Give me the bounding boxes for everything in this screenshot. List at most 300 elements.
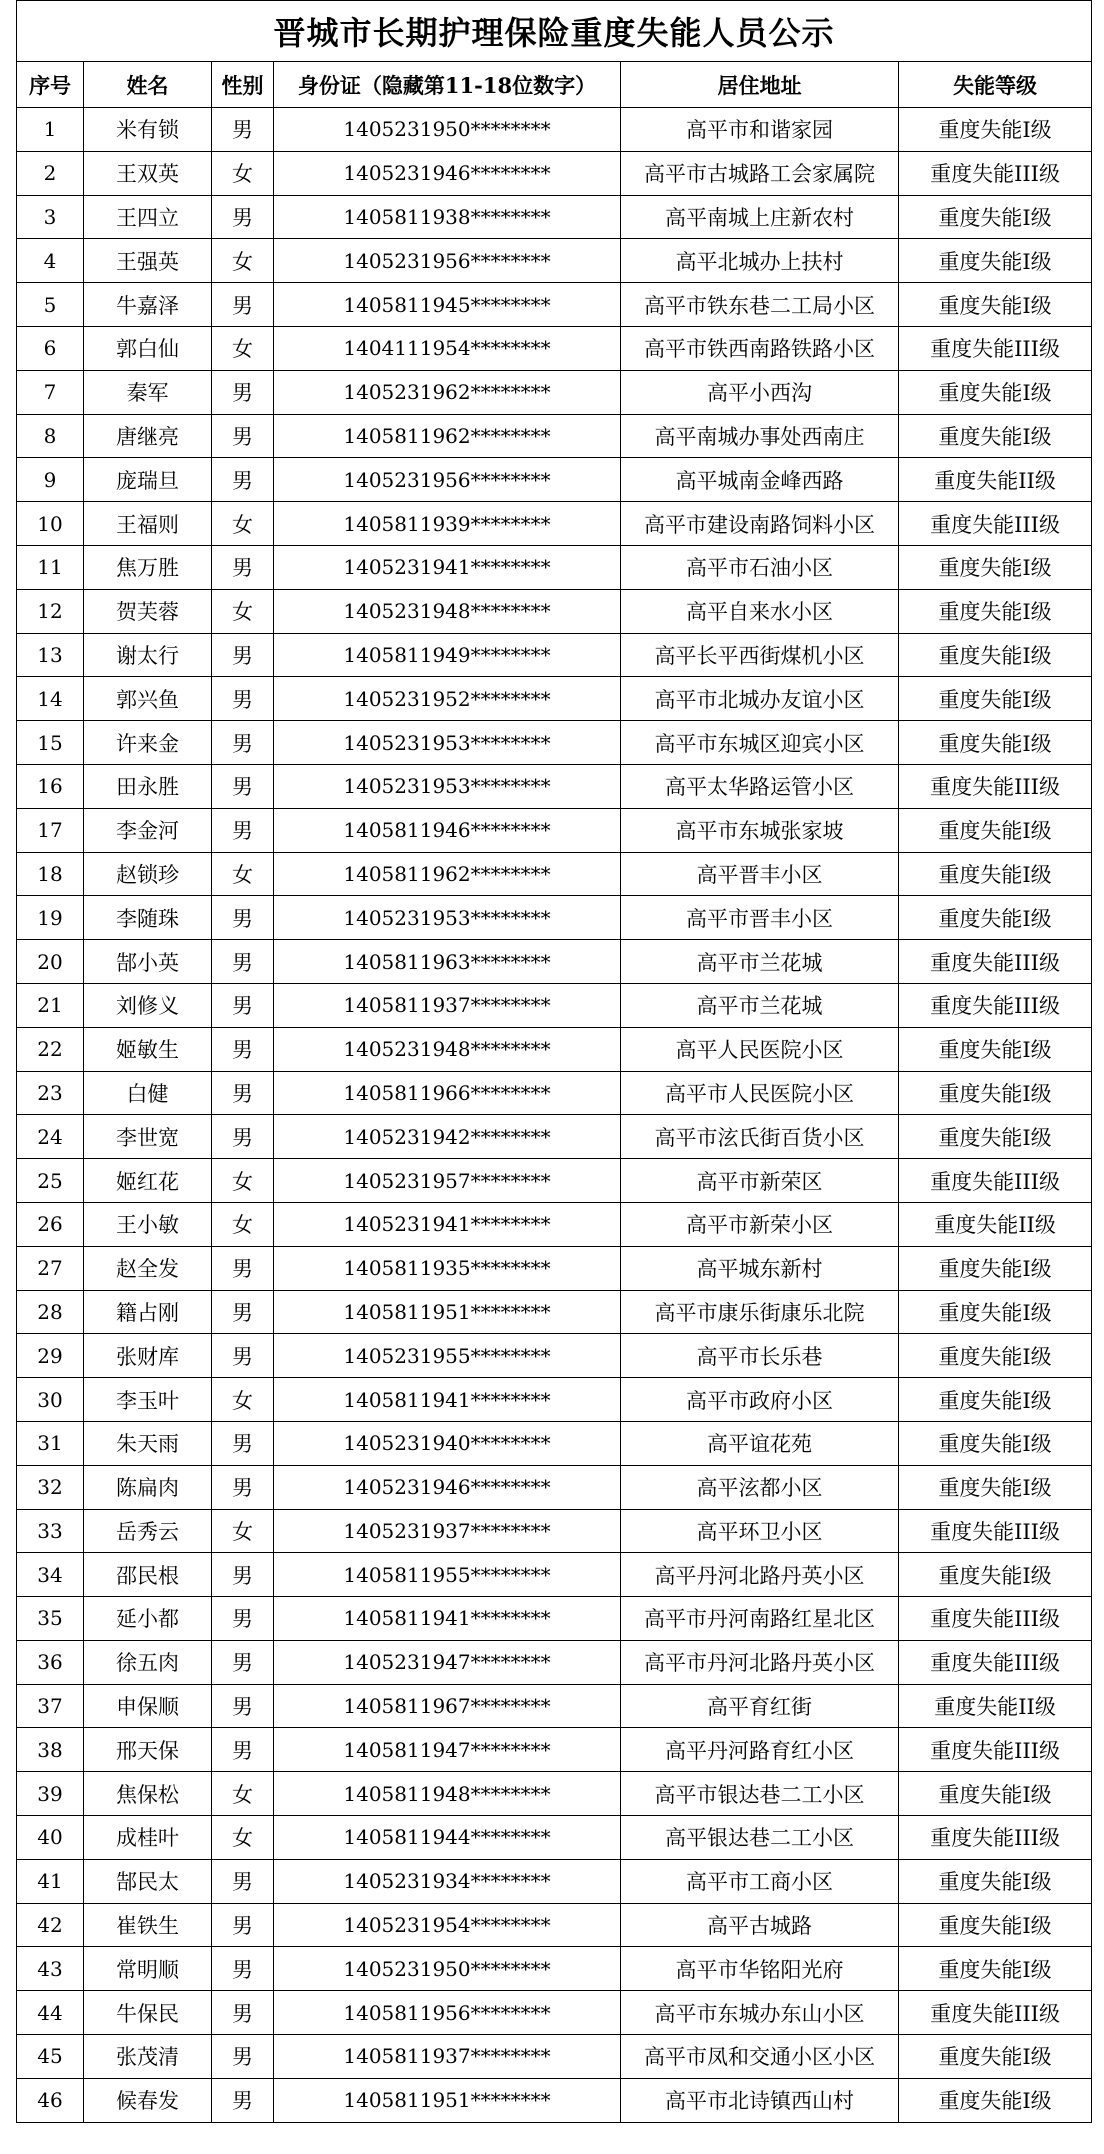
cell-no: 33 <box>17 1509 84 1553</box>
table-row <box>17 502 1092 546</box>
cell-name: 王四立 <box>84 195 212 239</box>
table-row <box>17 1947 1092 1991</box>
cell-no: 1 <box>17 108 84 152</box>
cell-address: 高平市和谐家园 <box>621 108 899 152</box>
cell-address: 高平长平西街煤机小区 <box>621 633 899 677</box>
table-row <box>17 2078 1092 2122</box>
cell-gender: 男 <box>212 545 274 589</box>
cell-id: 1405811967******** <box>274 1684 621 1728</box>
cell-no: 15 <box>17 721 84 765</box>
cell-level: 重度失能I级 <box>899 721 1092 765</box>
table-row <box>17 545 1092 589</box>
cell-level: 重度失能I级 <box>899 1553 1092 1597</box>
cell-level: 重度失能II级 <box>899 1202 1092 1246</box>
cell-level: 重度失能I级 <box>899 1115 1092 1159</box>
cell-name: 李玉叶 <box>84 1378 212 1422</box>
cell-id: 1405811962******** <box>274 852 621 896</box>
cell-name: 候春发 <box>84 2078 212 2122</box>
cell-name: 郜小英 <box>84 940 212 984</box>
cell-address: 高平市长乐巷 <box>621 1334 899 1378</box>
table-row <box>17 239 1092 283</box>
cell-address: 高平市人民医院小区 <box>621 1071 899 1115</box>
cell-name: 赵全发 <box>84 1246 212 1290</box>
cell-address: 高平市北城办友谊小区 <box>621 677 899 721</box>
cell-gender: 男 <box>212 1290 274 1334</box>
cell-no: 39 <box>17 1772 84 1816</box>
table-row <box>17 633 1092 677</box>
cell-no: 10 <box>17 502 84 546</box>
cell-id: 1405231946******** <box>274 151 621 195</box>
cell-name: 贺芙蓉 <box>84 589 212 633</box>
cell-gender: 男 <box>212 1465 274 1509</box>
cell-id: 1405811956******** <box>274 1991 621 2035</box>
cell-address: 高平市兰花城 <box>621 940 899 984</box>
cell-id: 1405811935******** <box>274 1246 621 1290</box>
cell-address: 高平自来水小区 <box>621 589 899 633</box>
cell-id: 1405811949******** <box>274 633 621 677</box>
cell-gender: 女 <box>212 852 274 896</box>
cell-gender: 女 <box>212 1509 274 1553</box>
cell-no: 20 <box>17 940 84 984</box>
cell-gender: 男 <box>212 370 274 414</box>
cell-address: 高平银达巷二工小区 <box>621 1816 899 1860</box>
cell-id: 1405811937******** <box>274 2035 621 2079</box>
cell-id: 1405811937******** <box>274 983 621 1027</box>
cell-gender: 男 <box>212 108 274 152</box>
cell-no: 13 <box>17 633 84 677</box>
cell-address: 高平南城办事处西南庄 <box>621 414 899 458</box>
cell-no: 30 <box>17 1378 84 1422</box>
cell-no: 36 <box>17 1640 84 1684</box>
cell-id: 1404111954******** <box>274 326 621 370</box>
cell-level: 重度失能I级 <box>899 1334 1092 1378</box>
cell-level: 重度失能III级 <box>899 1728 1092 1772</box>
cell-name: 唐继亮 <box>84 414 212 458</box>
table-row <box>17 1597 1092 1641</box>
cell-no: 9 <box>17 458 84 502</box>
table-row <box>17 983 1092 1027</box>
cell-address: 高平市泫氏街百货小区 <box>621 1115 899 1159</box>
cell-name: 张茂清 <box>84 2035 212 2079</box>
cell-name: 米有锁 <box>84 108 212 152</box>
cell-name: 秦军 <box>84 370 212 414</box>
header-level: 失能等级 <box>899 62 1092 108</box>
table-row <box>17 370 1092 414</box>
table-row <box>17 1509 1092 1553</box>
cell-no: 22 <box>17 1027 84 1071</box>
cell-address: 高平市东城办东山小区 <box>621 1991 899 2035</box>
cell-address: 高平谊花苑 <box>621 1421 899 1465</box>
cell-name: 张财库 <box>84 1334 212 1378</box>
cell-gender: 女 <box>212 589 274 633</box>
table-row <box>17 1772 1092 1816</box>
cell-no: 8 <box>17 414 84 458</box>
cell-no: 6 <box>17 326 84 370</box>
header-id: 身份证（隐藏第11-18位数字） <box>274 62 621 108</box>
cell-name: 郭白仙 <box>84 326 212 370</box>
cell-address: 高平市银达巷二工小区 <box>621 1772 899 1816</box>
cell-level: 重度失能I级 <box>899 1421 1092 1465</box>
cell-level: 重度失能I级 <box>899 1947 1092 1991</box>
cell-no: 29 <box>17 1334 84 1378</box>
cell-gender: 男 <box>212 195 274 239</box>
cell-gender: 男 <box>212 1728 274 1772</box>
cell-level: 重度失能III级 <box>899 502 1092 546</box>
cell-gender: 男 <box>212 940 274 984</box>
cell-id: 1405811955******** <box>274 1553 621 1597</box>
cell-no: 3 <box>17 195 84 239</box>
cell-name: 邢天保 <box>84 1728 212 1772</box>
cell-level: 重度失能I级 <box>899 283 1092 327</box>
cell-name: 谢太行 <box>84 633 212 677</box>
cell-no: 21 <box>17 983 84 1027</box>
cell-level: 重度失能III级 <box>899 1816 1092 1860</box>
cell-no: 12 <box>17 589 84 633</box>
cell-name: 延小都 <box>84 1597 212 1641</box>
table-row <box>17 1465 1092 1509</box>
cell-level: 重度失能III级 <box>899 1597 1092 1641</box>
cell-gender: 男 <box>212 1027 274 1071</box>
cell-address: 高平市兰花城 <box>621 983 899 1027</box>
cell-id: 1405811962******** <box>274 414 621 458</box>
cell-id: 1405811938******** <box>274 195 621 239</box>
cell-address: 高平市晋丰小区 <box>621 896 899 940</box>
cell-address: 高平市工商小区 <box>621 1859 899 1903</box>
cell-level: 重度失能I级 <box>899 2035 1092 2079</box>
cell-address: 高平市石油小区 <box>621 545 899 589</box>
cell-id: 1405811947******** <box>274 1728 621 1772</box>
table-row <box>17 195 1092 239</box>
cell-gender: 男 <box>212 1115 274 1159</box>
cell-no: 11 <box>17 545 84 589</box>
cell-level: 重度失能III级 <box>899 1991 1092 2035</box>
cell-address: 高平市新荣小区 <box>621 1202 899 1246</box>
cell-level: 重度失能I级 <box>899 589 1092 633</box>
cell-gender: 女 <box>212 1772 274 1816</box>
cell-level: 重度失能I级 <box>899 239 1092 283</box>
cell-name: 王双英 <box>84 151 212 195</box>
cell-gender: 女 <box>212 239 274 283</box>
cell-name: 田永胜 <box>84 764 212 808</box>
cell-level: 重度失能III级 <box>899 1159 1092 1203</box>
cell-name: 牛保民 <box>84 1991 212 2035</box>
cell-no: 16 <box>17 764 84 808</box>
cell-name: 陈扁肉 <box>84 1465 212 1509</box>
cell-name: 王小敏 <box>84 1202 212 1246</box>
cell-level: 重度失能I级 <box>899 1071 1092 1115</box>
cell-no: 18 <box>17 852 84 896</box>
cell-address: 高平市铁西南路铁路小区 <box>621 326 899 370</box>
table-row <box>17 1202 1092 1246</box>
cell-id: 1405811944******** <box>274 1816 621 1860</box>
cell-id: 1405231956******** <box>274 239 621 283</box>
cell-address: 高平市政府小区 <box>621 1378 899 1422</box>
cell-name: 常明顺 <box>84 1947 212 1991</box>
header-no: 序号 <box>17 62 84 108</box>
cell-address: 高平城东新村 <box>621 1246 899 1290</box>
cell-id: 1405231934******** <box>274 1859 621 1903</box>
table-row <box>17 1728 1092 1772</box>
cell-address: 高平古城路 <box>621 1903 899 1947</box>
cell-gender: 男 <box>212 283 274 327</box>
cell-no: 34 <box>17 1553 84 1597</box>
table-row <box>17 1421 1092 1465</box>
cell-address: 高平丹河路育红小区 <box>621 1728 899 1772</box>
cell-name: 王福则 <box>84 502 212 546</box>
table-row <box>17 896 1092 940</box>
header-row <box>17 62 1092 108</box>
cell-address: 高平育红街 <box>621 1684 899 1728</box>
cell-gender: 男 <box>212 414 274 458</box>
cell-level: 重度失能I级 <box>899 545 1092 589</box>
cell-id: 1405231962******** <box>274 370 621 414</box>
cell-no: 42 <box>17 1903 84 1947</box>
cell-address: 高平晋丰小区 <box>621 852 899 896</box>
cell-id: 1405231937******** <box>274 1509 621 1553</box>
cell-level: 重度失能I级 <box>899 195 1092 239</box>
table-row <box>17 1071 1092 1115</box>
cell-name: 李世宽 <box>84 1115 212 1159</box>
cell-no: 4 <box>17 239 84 283</box>
table-row <box>17 1903 1092 1947</box>
cell-level: 重度失能III级 <box>899 326 1092 370</box>
cell-level: 重度失能I级 <box>899 2078 1092 2122</box>
cell-no: 23 <box>17 1071 84 1115</box>
cell-name: 朱天雨 <box>84 1421 212 1465</box>
cell-no: 27 <box>17 1246 84 1290</box>
cell-gender: 男 <box>212 983 274 1027</box>
cell-gender: 男 <box>212 1991 274 2035</box>
cell-level: 重度失能III级 <box>899 983 1092 1027</box>
cell-no: 32 <box>17 1465 84 1509</box>
table-row <box>17 1246 1092 1290</box>
table-row <box>17 283 1092 327</box>
cell-id: 1405231957******** <box>274 1159 621 1203</box>
cell-name: 焦保松 <box>84 1772 212 1816</box>
cell-id: 1405231953******** <box>274 764 621 808</box>
cell-gender: 男 <box>212 1903 274 1947</box>
cell-level: 重度失能I级 <box>899 1859 1092 1903</box>
cell-level: 重度失能I级 <box>899 1246 1092 1290</box>
cell-name: 郭兴鱼 <box>84 677 212 721</box>
cell-gender: 男 <box>212 633 274 677</box>
cell-level: 重度失能I级 <box>899 1903 1092 1947</box>
table-row <box>17 1334 1092 1378</box>
cell-address: 高平丹河北路丹英小区 <box>621 1553 899 1597</box>
cell-gender: 男 <box>212 1334 274 1378</box>
cell-name: 籍占刚 <box>84 1290 212 1334</box>
cell-gender: 女 <box>212 1159 274 1203</box>
table-row <box>17 677 1092 721</box>
table-row <box>17 1816 1092 1860</box>
cell-address: 高平市北诗镇西山村 <box>621 2078 899 2122</box>
cell-address: 高平市新荣区 <box>621 1159 899 1203</box>
cell-name: 郜民太 <box>84 1859 212 1903</box>
cell-no: 19 <box>17 896 84 940</box>
cell-name: 庞瑞旦 <box>84 458 212 502</box>
cell-no: 40 <box>17 1816 84 1860</box>
cell-gender: 男 <box>212 458 274 502</box>
cell-level: 重度失能I级 <box>899 1772 1092 1816</box>
cell-name: 姬敏生 <box>84 1027 212 1071</box>
cell-id: 1405811941******** <box>274 1597 621 1641</box>
table-row <box>17 1859 1092 1903</box>
cell-no: 5 <box>17 283 84 327</box>
table-row <box>17 1159 1092 1203</box>
cell-address: 高平市丹河南路红星北区 <box>621 1597 899 1641</box>
cell-level: 重度失能II级 <box>899 458 1092 502</box>
cell-id: 1405231954******** <box>274 1903 621 1947</box>
cell-gender: 女 <box>212 1816 274 1860</box>
cell-address: 高平北城办上扶村 <box>621 239 899 283</box>
cell-level: 重度失能I级 <box>899 108 1092 152</box>
header-name: 姓名 <box>84 62 212 108</box>
cell-no: 37 <box>17 1684 84 1728</box>
table-row <box>17 151 1092 195</box>
cell-gender: 女 <box>212 151 274 195</box>
cell-gender: 男 <box>212 721 274 765</box>
cell-id: 1405811948******** <box>274 1772 621 1816</box>
cell-address: 高平环卫小区 <box>621 1509 899 1553</box>
page-title: 晋城市长期护理保险重度失能人员公示 <box>17 1 1092 62</box>
cell-no: 25 <box>17 1159 84 1203</box>
cell-address: 高平市凤和交通小区小区 <box>621 2035 899 2079</box>
cell-gender: 女 <box>212 1378 274 1422</box>
cell-address: 高平市古城路工会家属院 <box>621 151 899 195</box>
cell-no: 43 <box>17 1947 84 1991</box>
cell-no: 24 <box>17 1115 84 1159</box>
cell-id: 1405811946******** <box>274 808 621 852</box>
cell-name: 邵民根 <box>84 1553 212 1597</box>
cell-id: 1405231941******** <box>274 1202 621 1246</box>
table-row <box>17 589 1092 633</box>
cell-gender: 男 <box>212 2035 274 2079</box>
cell-address: 高平人民医院小区 <box>621 1027 899 1071</box>
cell-name: 牛嘉泽 <box>84 283 212 327</box>
cell-level: 重度失能I级 <box>899 852 1092 896</box>
cell-id: 1405231953******** <box>274 896 621 940</box>
cell-gender: 男 <box>212 1421 274 1465</box>
cell-id: 1405231950******** <box>274 108 621 152</box>
table-body <box>17 108 1092 2123</box>
cell-name: 岳秀云 <box>84 1509 212 1553</box>
cell-name: 焦万胜 <box>84 545 212 589</box>
cell-no: 46 <box>17 2078 84 2122</box>
cell-level: 重度失能III级 <box>899 940 1092 984</box>
cell-name: 白健 <box>84 1071 212 1115</box>
cell-name: 成桂叶 <box>84 1816 212 1860</box>
cell-address: 高平太华路运管小区 <box>621 764 899 808</box>
table-row <box>17 1115 1092 1159</box>
cell-gender: 男 <box>212 764 274 808</box>
cell-address: 高平南城上庄新农村 <box>621 195 899 239</box>
cell-no: 31 <box>17 1421 84 1465</box>
cell-level: 重度失能III级 <box>899 151 1092 195</box>
cell-gender: 男 <box>212 896 274 940</box>
cell-no: 35 <box>17 1597 84 1641</box>
cell-address: 高平市丹河北路丹英小区 <box>621 1640 899 1684</box>
cell-name: 姬红花 <box>84 1159 212 1203</box>
cell-name: 李随珠 <box>84 896 212 940</box>
cell-name: 崔铁生 <box>84 1903 212 1947</box>
cell-gender: 女 <box>212 502 274 546</box>
cell-gender: 男 <box>212 1640 274 1684</box>
cell-gender: 男 <box>212 2078 274 2122</box>
cell-address: 高平市铁东巷二工局小区 <box>621 283 899 327</box>
cell-address: 高平市建设南路饲料小区 <box>621 502 899 546</box>
cell-name: 许来金 <box>84 721 212 765</box>
cell-no: 2 <box>17 151 84 195</box>
cell-gender: 男 <box>212 1071 274 1115</box>
cell-level: 重度失能III级 <box>899 1509 1092 1553</box>
cell-no: 28 <box>17 1290 84 1334</box>
cell-address: 高平市康乐街康乐北院 <box>621 1290 899 1334</box>
cell-address: 高平市东城区迎宾小区 <box>621 721 899 765</box>
table-row <box>17 326 1092 370</box>
header-gender: 性别 <box>212 62 274 108</box>
cell-level: 重度失能I级 <box>899 1378 1092 1422</box>
cell-gender: 女 <box>212 1202 274 1246</box>
cell-id: 1405811966******** <box>274 1071 621 1115</box>
cell-gender: 男 <box>212 808 274 852</box>
table-row <box>17 1553 1092 1597</box>
table-row <box>17 1378 1092 1422</box>
cell-gender: 女 <box>212 326 274 370</box>
cell-id: 1405231942******** <box>274 1115 621 1159</box>
cell-name: 李金河 <box>84 808 212 852</box>
cell-level: 重度失能I级 <box>899 1290 1092 1334</box>
cell-no: 38 <box>17 1728 84 1772</box>
cell-name: 王强英 <box>84 239 212 283</box>
cell-level: 重度失能I级 <box>899 370 1092 414</box>
cell-name: 刘修义 <box>84 983 212 1027</box>
table-row <box>17 940 1092 984</box>
cell-name: 申保顺 <box>84 1684 212 1728</box>
table-row <box>17 721 1092 765</box>
cell-no: 44 <box>17 1991 84 2035</box>
cell-id: 1405231955******** <box>274 1334 621 1378</box>
cell-no: 26 <box>17 1202 84 1246</box>
cell-id: 1405231948******** <box>274 589 621 633</box>
cell-id: 1405231947******** <box>274 1640 621 1684</box>
cell-id: 1405811963******** <box>274 940 621 984</box>
table-row <box>17 852 1092 896</box>
cell-id: 1405231953******** <box>274 721 621 765</box>
cell-level: 重度失能II级 <box>899 1684 1092 1728</box>
cell-id: 1405231956******** <box>274 458 621 502</box>
table-row <box>17 764 1092 808</box>
cell-id: 1405811939******** <box>274 502 621 546</box>
cell-level: 重度失能I级 <box>899 633 1092 677</box>
table-row <box>17 1991 1092 2035</box>
cell-id: 1405231952******** <box>274 677 621 721</box>
table-row <box>17 458 1092 502</box>
table-row <box>17 1684 1092 1728</box>
cell-address: 高平小西沟 <box>621 370 899 414</box>
cell-level: 重度失能I级 <box>899 1465 1092 1509</box>
cell-level: 重度失能III级 <box>899 1640 1092 1684</box>
cell-no: 17 <box>17 808 84 852</box>
cell-no: 7 <box>17 370 84 414</box>
cell-level: 重度失能I级 <box>899 414 1092 458</box>
cell-id: 1405231946******** <box>274 1465 621 1509</box>
cell-no: 14 <box>17 677 84 721</box>
cell-level: 重度失能I级 <box>899 677 1092 721</box>
table-row <box>17 1027 1092 1071</box>
cell-name: 赵锁珍 <box>84 852 212 896</box>
cell-level: 重度失能I级 <box>899 896 1092 940</box>
cell-id: 1405811951******** <box>274 1290 621 1334</box>
